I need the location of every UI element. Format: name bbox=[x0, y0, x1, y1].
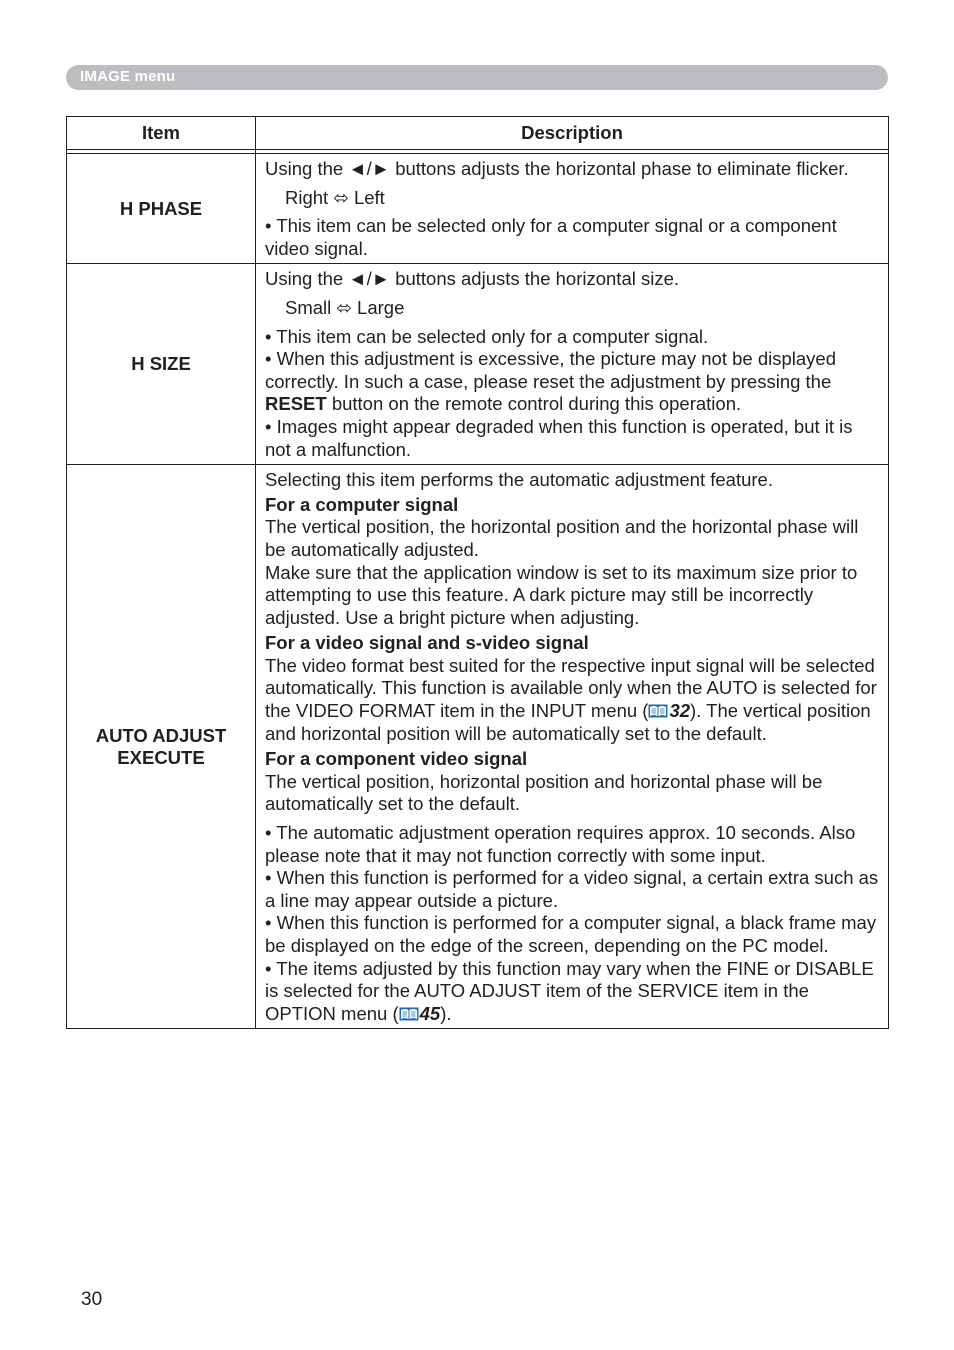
desc-note-part: • When this adjustment is excessive, the picture may not be displayed correctly. In such a case, please reset the adjustment by pressing the bbox=[265, 348, 837, 392]
desc-text: Make sure that the application window is set to its maximum size prior to attempting to use this feature. A dark picture may still be incorrectly adjusted. Use a bright picture when adjusting. bbox=[265, 561, 858, 628]
section-header-bar bbox=[66, 65, 888, 90]
desc-text: Using the ◄/► buttons adjusts the horizontal phase to eliminate flicker. bbox=[265, 158, 849, 179]
desc-text: The vertical position, the horizontal position and the horizontal phase will be automatically adjusted. bbox=[265, 516, 859, 560]
page-number: 30 bbox=[81, 1289, 103, 1310]
reset-button-label: RESET bbox=[265, 393, 327, 415]
desc-note: • When this function is performed for a video signal, a certain extra such as a line may appear outside a picture. bbox=[265, 867, 879, 911]
desc-range: Small ⬄ Large bbox=[285, 296, 405, 318]
desc-text bbox=[265, 655, 880, 745]
desc-note-part: ). bbox=[440, 1002, 452, 1024]
column-header-item: Item bbox=[67, 117, 256, 150]
desc-note bbox=[265, 958, 880, 1026]
desc-range: Right ⬄ Left bbox=[285, 186, 385, 208]
subheading-component-signal: For a component video signal bbox=[265, 748, 528, 770]
desc-note: • Images might appear degraded when this function is operated, but it is not a malfunction. bbox=[265, 415, 853, 460]
subheading-computer-signal: For a computer signal bbox=[265, 493, 459, 515]
desc-note: • This item can be selected only for a computer signal. bbox=[265, 325, 709, 347]
description-h-phase bbox=[256, 154, 889, 264]
section-title: IMAGE menu bbox=[80, 68, 176, 85]
desc-note: • This item can be selected only for a computer signal or a component video signal. bbox=[265, 215, 837, 259]
book-reference-icon bbox=[648, 704, 668, 718]
subheading-video-signal: For a video signal and s-video signal bbox=[265, 632, 589, 654]
item-name-line: AUTO ADJUST bbox=[95, 724, 227, 746]
table-row bbox=[67, 264, 889, 465]
desc-note-part: button on the remote control during this operation. bbox=[326, 393, 742, 415]
item-name-auto-adjust-execute bbox=[67, 465, 256, 1029]
column-header-description: Description bbox=[256, 117, 889, 150]
desc-note: • When this function is performed for a computer signal, a black frame may be displayed on the edge of the screen, depending on the PC model. bbox=[265, 912, 877, 956]
item-name-h-phase: H PHASE bbox=[67, 154, 256, 264]
desc-text-part: ). The vertical position and horizontal position will be automatically set to the default. bbox=[265, 700, 871, 744]
description-h-size bbox=[256, 264, 889, 465]
table-row bbox=[67, 465, 889, 1029]
description-auto-adjust bbox=[256, 465, 889, 1029]
desc-note-part: • The items adjusted by this function may vary when the FINE or DISABLE is selected for the AUTO ADJUST item of the SERVICE item in the OPTION menu ( bbox=[265, 957, 874, 1024]
image-menu-table bbox=[66, 116, 889, 1029]
item-name-line: EXECUTE bbox=[117, 746, 205, 768]
page-reference[interactable]: 32 bbox=[669, 700, 691, 722]
desc-text-part: The video format best suited for the respective input signal will be selected automatically. This function is available only when the AUTO is selected for the VIDEO FORMAT item in the INPUT menu ( bbox=[265, 654, 877, 722]
desc-note: • The automatic adjustment operation requires approx. 10 seconds. Also please note that it may not function correctly with some input. bbox=[265, 822, 856, 866]
desc-intro: Selecting this item performs the automatic adjustment feature. bbox=[265, 469, 773, 491]
table-header-row bbox=[67, 117, 889, 150]
desc-note bbox=[265, 348, 880, 416]
table-row bbox=[67, 154, 889, 264]
desc-text: The vertical position, horizontal position and horizontal phase will be automatically set to the default. bbox=[265, 770, 823, 815]
item-name-h-size: H SIZE bbox=[67, 264, 256, 465]
desc-text: Using the ◄/► buttons adjusts the horizontal size. bbox=[265, 268, 680, 290]
page-reference[interactable]: 45 bbox=[419, 1002, 441, 1024]
book-reference-icon bbox=[399, 1007, 419, 1021]
